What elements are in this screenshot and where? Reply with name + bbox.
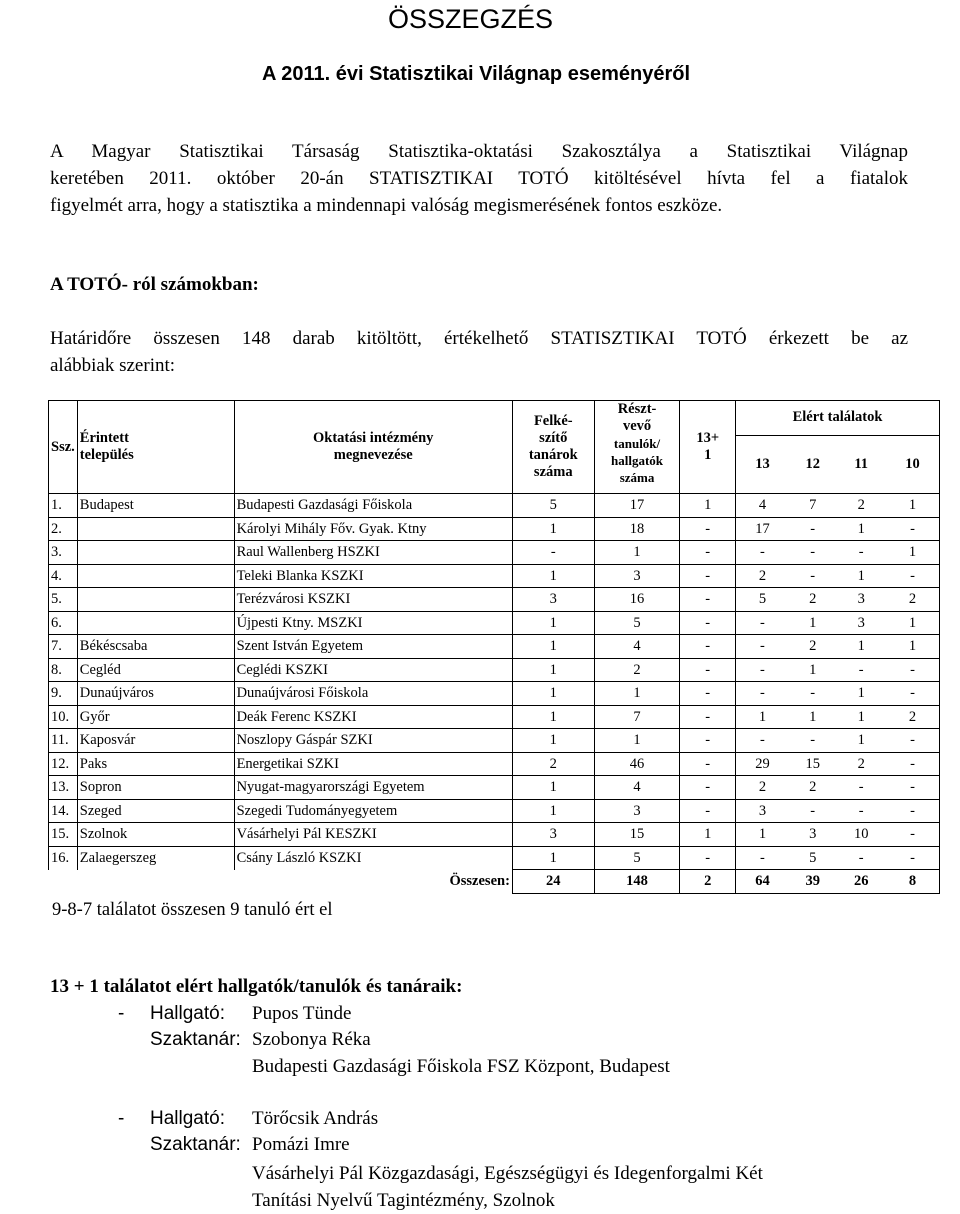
section-text-line-1: Határidőre összesen 148 darab kitöltött, értékelhető STATISZTIKAI TOTÓ érkezett be az bbox=[50, 328, 908, 349]
cell-felk: 1 bbox=[512, 682, 594, 706]
cell-h10: 1 bbox=[886, 541, 940, 565]
cell-h11: - bbox=[836, 658, 886, 682]
cell-ssz: 6. bbox=[49, 611, 78, 635]
cell-h10: 2 bbox=[886, 705, 940, 729]
cell-h11: 2 bbox=[836, 752, 886, 776]
cell-intezmeny: Energetikai SZKI bbox=[234, 752, 512, 776]
cell-intezmeny: Terézvárosi KSZKI bbox=[234, 588, 512, 612]
header-elert: Elért találatok bbox=[736, 401, 940, 436]
cell-ssz: 1. bbox=[49, 494, 78, 518]
cell-felk: 2 bbox=[512, 752, 594, 776]
cell-ssz: 4. bbox=[49, 564, 78, 588]
cell-resz: 18 bbox=[594, 517, 680, 541]
header-resztvevo-bottom: tanulók/ hallgatók száma bbox=[594, 435, 680, 494]
cell-h12: - bbox=[789, 517, 837, 541]
intro-line-1: A Magyar Statisztikai Társaság Statisztika-oktatási Szakosztálya a Statisztikai Világnap bbox=[50, 141, 908, 162]
cell-h11: 1 bbox=[836, 705, 886, 729]
cell-h12: 2 bbox=[789, 776, 837, 800]
winner-2-teacher: Pomázi Imre bbox=[252, 1134, 350, 1155]
header-12: 12 bbox=[789, 435, 837, 494]
cell-h13: 2 bbox=[736, 564, 789, 588]
cell-h11: 1 bbox=[836, 729, 886, 753]
winner-2-school-line-2: Tanítási Nyelvű Tagintézmény, Szolnok bbox=[252, 1190, 555, 1211]
results-table bbox=[48, 400, 940, 894]
cell-h13: 17 bbox=[736, 517, 789, 541]
total-h12: 39 bbox=[789, 870, 837, 894]
cell-h11: 10 bbox=[836, 823, 886, 847]
header-13: 13 bbox=[736, 435, 789, 494]
total-resz: 148 bbox=[594, 870, 680, 894]
total-p: 2 bbox=[680, 870, 736, 894]
table-row bbox=[49, 564, 940, 588]
cell-felk: - bbox=[512, 541, 594, 565]
section-text-line-2: alábbiak szerint: bbox=[50, 355, 176, 376]
cell-resz: 15 bbox=[594, 823, 680, 847]
cell-h13: - bbox=[736, 611, 789, 635]
cell-resz: 2 bbox=[594, 658, 680, 682]
table-row bbox=[49, 611, 940, 635]
cell-p: - bbox=[680, 517, 736, 541]
cell-felk: 1 bbox=[512, 799, 594, 823]
cell-p: - bbox=[680, 635, 736, 659]
cell-ssz: 11. bbox=[49, 729, 78, 753]
cell-p: 1 bbox=[680, 823, 736, 847]
cell-intezmeny: Csány László KSZKI bbox=[234, 846, 512, 870]
cell-h11: - bbox=[836, 799, 886, 823]
cell-resz: 5 bbox=[594, 846, 680, 870]
cell-h10: - bbox=[886, 752, 940, 776]
winner-2-teacher-label: Szaktanár: bbox=[150, 1134, 241, 1155]
total-row bbox=[49, 870, 940, 894]
table-row bbox=[49, 823, 940, 847]
total-felk: 24 bbox=[512, 870, 594, 894]
winner-2-school-line-1: Vásárhelyi Pál Közgazdasági, Egészségügyi és Idegenforgalmi Két bbox=[252, 1163, 763, 1184]
intro-line-2: keretében 2011. október 20-án STATISZTIKAI TOTÓ kitöltésével hívta fel a fiatalok bbox=[50, 168, 908, 189]
cell-intezmeny: Ceglédi KSZKI bbox=[234, 658, 512, 682]
table-row bbox=[49, 776, 940, 800]
header-telepules: Érintett település bbox=[77, 401, 234, 494]
cell-p: - bbox=[680, 729, 736, 753]
cell-h13: - bbox=[736, 682, 789, 706]
table-row bbox=[49, 541, 940, 565]
cell-felk: 5 bbox=[512, 494, 594, 518]
cell-h11: 1 bbox=[836, 682, 886, 706]
winner-2-student: Törőcsik András bbox=[252, 1108, 379, 1129]
table-row bbox=[49, 658, 940, 682]
cell-telepules bbox=[77, 541, 234, 565]
table-row bbox=[49, 799, 940, 823]
cell-h12: 3 bbox=[789, 823, 837, 847]
cell-h12: 1 bbox=[789, 705, 837, 729]
header-felkeszito: Felké-szítő tanárok száma bbox=[512, 401, 594, 494]
cell-h13: 3 bbox=[736, 799, 789, 823]
cell-h13: - bbox=[736, 729, 789, 753]
cell-intezmeny: Újpesti Ktny. MSZKI bbox=[234, 611, 512, 635]
cell-h10: 1 bbox=[886, 635, 940, 659]
cell-h12: 5 bbox=[789, 846, 837, 870]
table-row bbox=[49, 635, 940, 659]
cell-telepules: Kaposvár bbox=[77, 729, 234, 753]
cell-felk: 1 bbox=[512, 658, 594, 682]
cell-resz: 1 bbox=[594, 729, 680, 753]
header-13p1: 13+ 1 bbox=[680, 401, 736, 494]
cell-resz: 3 bbox=[594, 799, 680, 823]
cell-h10: - bbox=[886, 682, 940, 706]
cell-h12: 1 bbox=[789, 658, 837, 682]
cell-resz: 4 bbox=[594, 635, 680, 659]
cell-resz: 5 bbox=[594, 611, 680, 635]
cell-ssz: 9. bbox=[49, 682, 78, 706]
cell-felk: 1 bbox=[512, 846, 594, 870]
table-row bbox=[49, 494, 940, 518]
cell-intezmeny: Noszlopy Gáspár SZKI bbox=[234, 729, 512, 753]
cell-ssz: 3. bbox=[49, 541, 78, 565]
cell-p: - bbox=[680, 588, 736, 612]
table-row bbox=[49, 752, 940, 776]
cell-p: - bbox=[680, 611, 736, 635]
cell-p: - bbox=[680, 752, 736, 776]
cell-p: - bbox=[680, 658, 736, 682]
cell-h13: - bbox=[736, 658, 789, 682]
cell-ssz: 10. bbox=[49, 705, 78, 729]
cell-h10: - bbox=[886, 729, 940, 753]
section-title: A TOTÓ- ról számokban: bbox=[50, 274, 259, 295]
cell-h12: 1 bbox=[789, 611, 837, 635]
winner-1-student: Pupos Tünde bbox=[252, 1003, 352, 1024]
cell-h12: 15 bbox=[789, 752, 837, 776]
table-row bbox=[49, 846, 940, 870]
cell-h10: - bbox=[886, 846, 940, 870]
cell-h10: 1 bbox=[886, 611, 940, 635]
cell-telepules: Dunaújváros bbox=[77, 682, 234, 706]
cell-ssz: 7. bbox=[49, 635, 78, 659]
cell-intezmeny: Károlyi Mihály Főv. Gyak. Ktny bbox=[234, 517, 512, 541]
cell-telepules: Zalaegerszeg bbox=[77, 846, 234, 870]
cell-ssz: 2. bbox=[49, 517, 78, 541]
cell-resz: 4 bbox=[594, 776, 680, 800]
cell-h13: - bbox=[736, 635, 789, 659]
cell-p: - bbox=[680, 705, 736, 729]
cell-h11: 1 bbox=[836, 564, 886, 588]
cell-telepules: Budapest bbox=[77, 494, 234, 518]
cell-ssz: 12. bbox=[49, 752, 78, 776]
cell-telepules bbox=[77, 564, 234, 588]
cell-telepules: Győr bbox=[77, 705, 234, 729]
intro-line-3: figyelmét arra, hogy a statisztika a mindennapi valóság megismerésének fontos eszköze. bbox=[50, 195, 723, 216]
cell-telepules: Cegléd bbox=[77, 658, 234, 682]
cell-h10: - bbox=[886, 658, 940, 682]
cell-p: 1 bbox=[680, 494, 736, 518]
cell-felk: 1 bbox=[512, 776, 594, 800]
cell-h10: - bbox=[886, 799, 940, 823]
cell-h12: - bbox=[789, 682, 837, 706]
table-body bbox=[49, 494, 940, 870]
header-resztvevo-top: Részt- bbox=[617, 401, 657, 417]
cell-h13: - bbox=[736, 846, 789, 870]
cell-h11: 2 bbox=[836, 494, 886, 518]
cell-h13: 5 bbox=[736, 588, 789, 612]
cell-p: - bbox=[680, 682, 736, 706]
cell-telepules bbox=[77, 517, 234, 541]
winners-title: 13 + 1 találatot elért hallgatók/tanulók és tanáraik: bbox=[50, 976, 463, 997]
cell-ssz: 16. bbox=[49, 846, 78, 870]
cell-h12: 2 bbox=[789, 588, 837, 612]
winner-2-student-label: Hallgató: bbox=[150, 1108, 225, 1129]
cell-felk: 1 bbox=[512, 635, 594, 659]
cell-intezmeny: Budapesti Gazdasági Főiskola bbox=[234, 494, 512, 518]
table-header bbox=[49, 401, 940, 494]
cell-h13: 4 bbox=[736, 494, 789, 518]
cell-h11: 1 bbox=[836, 635, 886, 659]
cell-ssz: 5. bbox=[49, 588, 78, 612]
cell-ssz: 8. bbox=[49, 658, 78, 682]
cell-h11: - bbox=[836, 846, 886, 870]
cell-felk: 1 bbox=[512, 564, 594, 588]
cell-resz: 16 bbox=[594, 588, 680, 612]
cell-h10: - bbox=[886, 517, 940, 541]
cell-telepules: Szolnok bbox=[77, 823, 234, 847]
cell-ssz: 13. bbox=[49, 776, 78, 800]
winner-1-teacher: Szobonya Réka bbox=[252, 1029, 371, 1050]
table-row bbox=[49, 729, 940, 753]
cell-h10: 2 bbox=[886, 588, 940, 612]
cell-resz: 7 bbox=[594, 705, 680, 729]
cell-p: - bbox=[680, 776, 736, 800]
cell-h10: - bbox=[886, 564, 940, 588]
cell-felk: 1 bbox=[512, 611, 594, 635]
cell-h13: - bbox=[736, 541, 789, 565]
cell-h10: - bbox=[886, 823, 940, 847]
cell-ssz: 14. bbox=[49, 799, 78, 823]
cell-intezmeny: Vásárhelyi Pál KESZKI bbox=[234, 823, 512, 847]
cell-felk: 1 bbox=[512, 729, 594, 753]
total-h10: 8 bbox=[886, 870, 940, 894]
total-h11: 26 bbox=[836, 870, 886, 894]
header-resztvevo bbox=[594, 401, 680, 436]
page-subtitle: A 2011. évi Statisztikai Világnap eseményéről bbox=[262, 63, 690, 85]
cell-telepules: Sopron bbox=[77, 776, 234, 800]
cell-felk: 3 bbox=[512, 588, 594, 612]
table-row bbox=[49, 682, 940, 706]
cell-p: - bbox=[680, 564, 736, 588]
table-row bbox=[49, 517, 940, 541]
winner-2-dash: - bbox=[118, 1108, 125, 1129]
cell-felk: 1 bbox=[512, 705, 594, 729]
cell-felk: 1 bbox=[512, 517, 594, 541]
cell-h13: 1 bbox=[736, 705, 789, 729]
header-ssz: Ssz. bbox=[49, 401, 78, 494]
cell-h11: 3 bbox=[836, 611, 886, 635]
cell-intezmeny: Dunaújvárosi Főiskola bbox=[234, 682, 512, 706]
cell-intezmeny: Teleki Blanka KSZKI bbox=[234, 564, 512, 588]
page-title: ÖSSZEGZÉS bbox=[388, 4, 554, 34]
cell-p: - bbox=[680, 541, 736, 565]
total-h13: 64 bbox=[736, 870, 789, 894]
cell-h13: 1 bbox=[736, 823, 789, 847]
cell-resz: 3 bbox=[594, 564, 680, 588]
cell-p: - bbox=[680, 799, 736, 823]
header-intezmeny: Oktatási intézmény megnevezése bbox=[234, 401, 512, 494]
cell-telepules: Szeged bbox=[77, 799, 234, 823]
cell-h10: - bbox=[886, 776, 940, 800]
cell-ssz: 15. bbox=[49, 823, 78, 847]
winner-1-student-label: Hallgató: bbox=[150, 1003, 225, 1024]
cell-telepules: Paks bbox=[77, 752, 234, 776]
total-label: Összesen: bbox=[449, 873, 510, 890]
cell-intezmeny: Deák Ferenc KSZKI bbox=[234, 705, 512, 729]
cell-h12: 7 bbox=[789, 494, 837, 518]
cell-telepules bbox=[77, 611, 234, 635]
cell-h12: - bbox=[789, 541, 837, 565]
cell-h11: 1 bbox=[836, 517, 886, 541]
cell-intezmeny: Szegedi Tudományegyetem bbox=[234, 799, 512, 823]
cell-telepules bbox=[77, 588, 234, 612]
table-row bbox=[49, 705, 940, 729]
cell-p: - bbox=[680, 846, 736, 870]
cell-h11: - bbox=[836, 776, 886, 800]
winner-1-dash: - bbox=[118, 1003, 125, 1024]
cell-h11: 3 bbox=[836, 588, 886, 612]
cell-h11: - bbox=[836, 541, 886, 565]
cell-h12: - bbox=[789, 729, 837, 753]
table-row bbox=[49, 588, 940, 612]
header-10: 10 bbox=[886, 435, 940, 494]
cell-resz: 1 bbox=[594, 682, 680, 706]
cell-resz: 17 bbox=[594, 494, 680, 518]
cell-h13: 2 bbox=[736, 776, 789, 800]
header-resztvevo-mid: vevő bbox=[622, 418, 652, 434]
cell-resz: 1 bbox=[594, 541, 680, 565]
cell-felk: 3 bbox=[512, 823, 594, 847]
note-line: 9-8-7 találatot összesen 9 tanuló ért el bbox=[52, 900, 333, 920]
cell-intezmeny: Raul Wallenberg HSZKI bbox=[234, 541, 512, 565]
cell-intezmeny: Nyugat-magyarországi Egyetem bbox=[234, 776, 512, 800]
cell-h12: - bbox=[789, 564, 837, 588]
winner-1-teacher-label: Szaktanár: bbox=[150, 1029, 241, 1050]
cell-h12: 2 bbox=[789, 635, 837, 659]
cell-h10: 1 bbox=[886, 494, 940, 518]
table-total bbox=[49, 870, 940, 894]
cell-resz: 46 bbox=[594, 752, 680, 776]
cell-intezmeny: Szent István Egyetem bbox=[234, 635, 512, 659]
winner-1-school: Budapesti Gazdasági Főiskola FSZ Központ, Budapest bbox=[252, 1056, 670, 1077]
cell-telepules: Békéscsaba bbox=[77, 635, 234, 659]
header-11: 11 bbox=[836, 435, 886, 494]
cell-h12: - bbox=[789, 799, 837, 823]
cell-h13: 29 bbox=[736, 752, 789, 776]
